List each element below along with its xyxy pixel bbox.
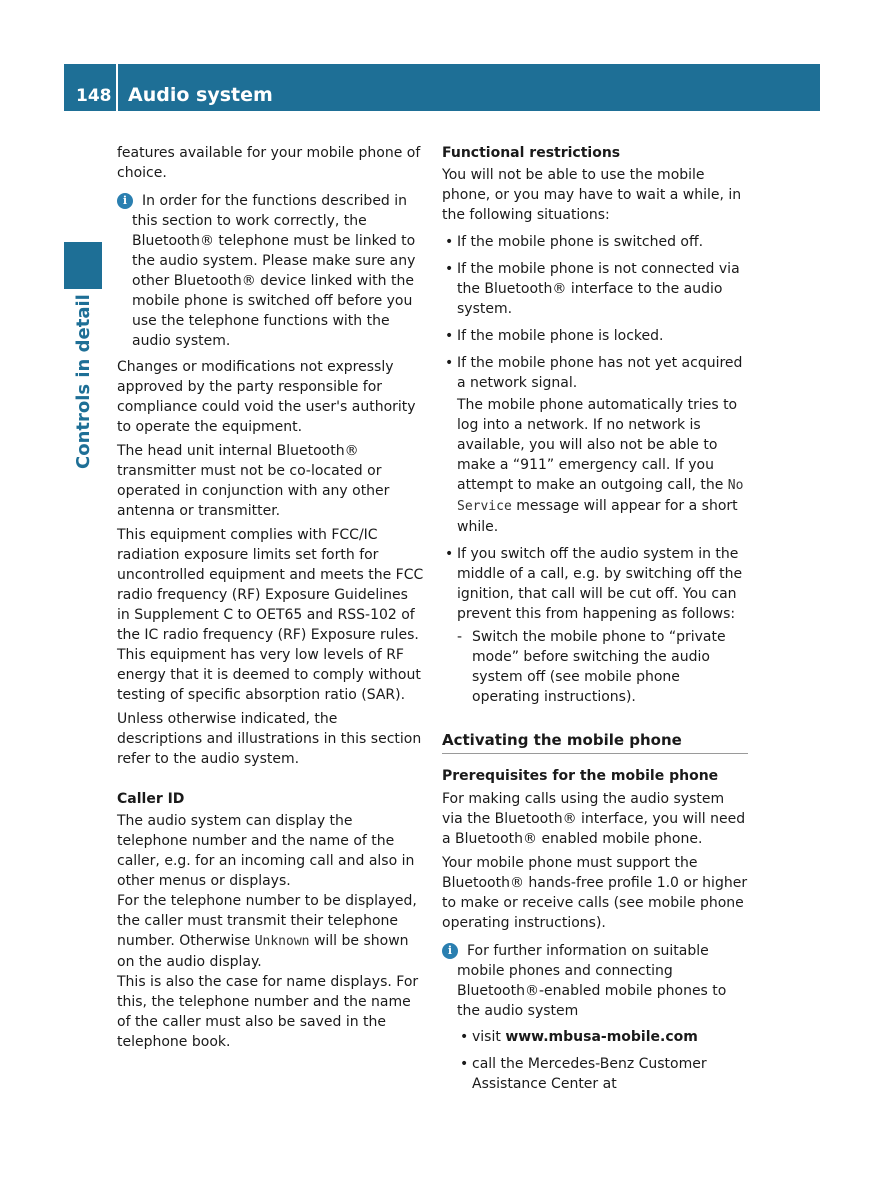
caller-id-p2-text: For the telephone number to be displayed, the caller must transmit their telephone number. Otherwise (117, 893, 417, 949)
list-item (442, 326, 748, 346)
info-note-text: In order for the functions described in this section to work correctly, the Bluetooth® telephone must be linked to the audio system. Please make sure any other Bluetooth® device linked with the mobile phone is switched off before you use the telephone functions with the audio system. (132, 193, 416, 349)
activating-heading: Activating the mobile phone (442, 730, 748, 754)
list-item (442, 353, 748, 537)
list-item-text: If the mobile phone has not yet acquired a network signal. (457, 355, 743, 391)
functional-restrictions-intro: You will not be able to use the mobile phone, or you may have to wait a while, in the following situations: (442, 167, 742, 223)
caller-id-heading: Caller ID (117, 791, 185, 807)
detail-text: The mobile phone automatically tries to log into a network. If no network is available, you will also not be able to make a “911” emergency call. If you attempt to make an outgoing call, the (457, 397, 738, 493)
prerequisites-paragraph-2: Your mobile phone must support the Bluetooth® hands-free profile 1.0 or higher to make or receive calls (see mobile phone operating instructions). (442, 855, 748, 931)
left-column (117, 143, 425, 1056)
sub-list-item (457, 627, 748, 707)
header-divider (116, 64, 118, 111)
bullet-icon: • (445, 546, 454, 562)
unknown-display-text: Unknown (254, 934, 310, 949)
list-item-text: If the mobile phone is not connected via the Bluetooth® interface to the audio system. (457, 261, 740, 317)
side-tab-marker (64, 242, 102, 289)
headunit-paragraph: The head unit internal Bluetooth® transmitter must not be co-located or operated in conjunction with any other antenna or transmitter. (117, 443, 390, 519)
list-item-text: If the mobile phone is switched off. (457, 234, 704, 250)
bullet-icon: • (445, 261, 454, 277)
list-item (442, 232, 748, 252)
list-item (442, 544, 748, 707)
info-icon: i (117, 193, 133, 209)
info-icon: i (442, 943, 458, 959)
bullet-icon: • (445, 328, 454, 344)
page-header (64, 64, 820, 111)
chapter-title: Audio system (128, 84, 273, 106)
visit-label: visit (472, 1029, 506, 1045)
bullet-icon: • (460, 1056, 469, 1072)
prerequisites-heading: Prerequisites for the mobile phone (442, 768, 719, 784)
changes-paragraph: Changes or modifications not expressly approved by the party responsible for compliance could void the user's authority to operate the equipment. (117, 359, 416, 435)
list-item-text: If you switch off the audio system in the middle of a call, e.g. by switching off the ignition, that call will be cut off. You can prevent this from happening as follows: (457, 546, 743, 622)
support-list (457, 1027, 748, 1094)
prerequisites-paragraph-1: For making calls using the audio system via the Bluetooth® interface, you will need a Bluetooth® enabled mobile phone. (442, 791, 746, 847)
side-section-label: Controls in detail (73, 294, 94, 469)
page-number: 148 (76, 86, 112, 106)
functional-restrictions-heading: Functional restrictions (442, 145, 621, 161)
dash-icon: - (457, 629, 463, 645)
unless-paragraph: Unless otherwise indicated, the descriptions and illustrations in this section refer to the audio system. (117, 711, 422, 767)
info-note-mobile (442, 941, 748, 1021)
list-item-detail (457, 395, 748, 537)
call-center-text: call the Mercedes-Benz Customer Assistance Center at (472, 1056, 707, 1092)
info-note (117, 191, 425, 351)
bullet-icon: • (445, 355, 454, 371)
no-service-display-text: No Service (457, 478, 744, 514)
list-item (442, 259, 748, 319)
right-column (442, 143, 748, 1101)
list-item (457, 1027, 748, 1047)
restrictions-list (442, 232, 748, 707)
caller-id-paragraph-2 (117, 891, 425, 972)
sub-list (457, 627, 748, 707)
website-link[interactable]: www.mbusa-mobile.com (505, 1029, 698, 1045)
caller-id-paragraph-3: This is also the case for name displays. For this, the telephone number and the name of the caller must also be saved in the telephone book. (117, 974, 419, 1050)
detail-text-end: message will appear for a short while. (457, 498, 738, 535)
list-item (457, 1054, 748, 1094)
info-note-text: For further information on suitable mobile phones and connecting Bluetooth®-enabled mobile phones to the audio system (457, 943, 727, 1019)
intro-paragraph: features available for your mobile phone of choice. (117, 145, 421, 181)
bullet-icon: • (460, 1029, 469, 1045)
equipment-paragraph: This equipment complies with FCC/IC radiation exposure limits set forth for uncontrolled equipment and meets the FCC radio frequency (RF) Exposure Guidelines in Supplement C to OET65 and RSS-102 of the IC radio frequency (RF) Exposure rules. This equipment has very low levels of RF energy that it is deemed to comply without testing of specific absorption ratio (SAR). (117, 527, 424, 703)
sub-list-item-text: Switch the mobile phone to “private mode” before switching the audio system off (see mobile phone operating instructions). (472, 629, 726, 705)
caller-id-paragraph-1: The audio system can display the telephone number and the name of the caller, e.g. for an incoming call and also in other menus or displays. (117, 813, 415, 889)
list-item-text: If the mobile phone is locked. (457, 328, 664, 344)
caller-id-p2-text-end: will be shown on the audio display. (117, 933, 409, 970)
bullet-icon: • (445, 234, 454, 250)
